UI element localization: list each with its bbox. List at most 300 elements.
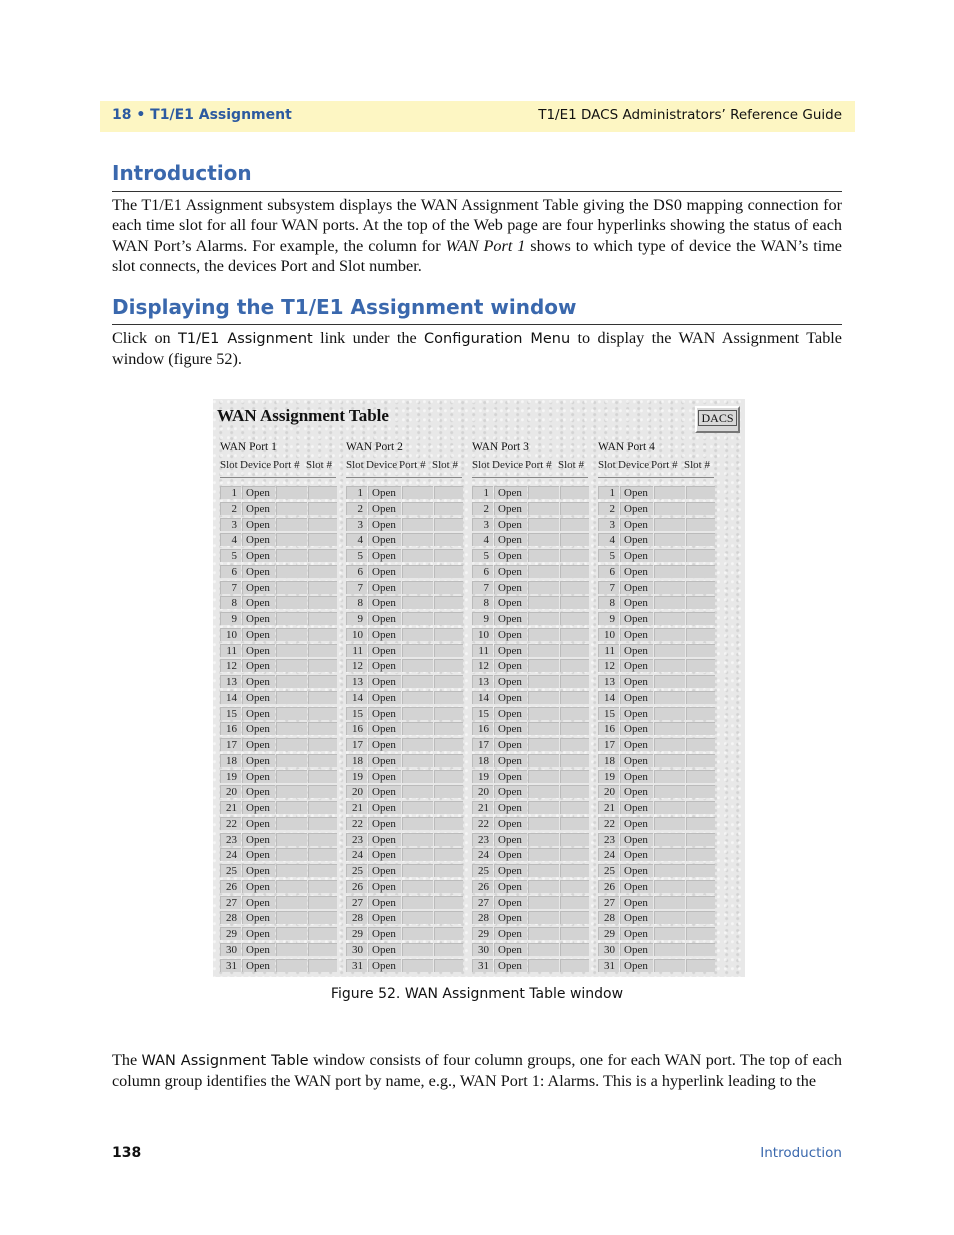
device-cell: Open bbox=[242, 596, 275, 609]
slot-number-cell: 7 bbox=[346, 581, 367, 594]
port-number-cell bbox=[528, 581, 559, 594]
port-number-cell bbox=[276, 911, 307, 924]
slot-number-cell: 10 bbox=[346, 628, 367, 641]
chapter-title: 18 • T1/E1 Assignment bbox=[112, 107, 292, 123]
slot-number-target-cell bbox=[686, 864, 715, 877]
port-number-cell bbox=[528, 833, 559, 846]
device-cell: Open bbox=[242, 848, 275, 861]
port-number-cell bbox=[528, 943, 559, 956]
port-number-cell bbox=[528, 596, 559, 609]
slot-number-target-cell bbox=[434, 927, 463, 940]
port-number-cell bbox=[654, 896, 685, 909]
port-number-cell bbox=[276, 533, 307, 546]
slot-number-cell: 30 bbox=[472, 943, 493, 956]
device-cell: Open bbox=[368, 738, 401, 751]
slot-number-target-cell bbox=[308, 754, 337, 767]
slot-number-target-cell bbox=[560, 738, 589, 751]
slot-number-target-cell bbox=[434, 565, 463, 578]
configuration-menu-link[interactable]: Configuration Menu bbox=[424, 331, 571, 347]
slot-number-target-cell bbox=[434, 486, 463, 499]
port-number-cell bbox=[654, 549, 685, 562]
port-number-cell bbox=[528, 801, 559, 814]
port-number-cell bbox=[276, 817, 307, 830]
device-cell: Open bbox=[494, 864, 527, 877]
slot-number-target-cell bbox=[686, 675, 715, 688]
slot-number-cell: 22 bbox=[472, 817, 493, 830]
slot-number-cell: 15 bbox=[472, 707, 493, 720]
slot-number-cell: 28 bbox=[598, 911, 619, 924]
slot-number-cell: 25 bbox=[598, 864, 619, 877]
slot-number-target-cell bbox=[308, 927, 337, 940]
header-rule bbox=[220, 477, 336, 478]
device-cell: Open bbox=[494, 533, 527, 546]
slot-number-cell: 23 bbox=[598, 833, 619, 846]
port-number-cell bbox=[654, 612, 685, 625]
slot-number-target-cell bbox=[434, 848, 463, 861]
port-number-cell bbox=[528, 911, 559, 924]
slot-number-cell: 14 bbox=[346, 691, 367, 704]
device-cell: Open bbox=[242, 770, 275, 783]
port-number-cell bbox=[654, 880, 685, 893]
port-number-cell bbox=[528, 675, 559, 688]
slot-number-target-cell bbox=[560, 770, 589, 783]
closing-paragraph bbox=[112, 1050, 842, 1092]
port-number-cell bbox=[528, 707, 559, 720]
slot-number-target-cell bbox=[434, 675, 463, 688]
slot-number-cell: 19 bbox=[472, 770, 493, 783]
port-number-cell bbox=[654, 722, 685, 735]
slot-number-target-cell bbox=[308, 565, 337, 578]
slot-number-cell: 1 bbox=[346, 486, 367, 499]
slot-number-cell: 21 bbox=[220, 801, 241, 814]
port-number-cell bbox=[402, 707, 433, 720]
device-cell: Open bbox=[368, 754, 401, 767]
slot-number-target-cell bbox=[308, 659, 337, 672]
slot-number-cell: 7 bbox=[220, 581, 241, 594]
wan-port-4-link[interactable]: WAN Port 4 bbox=[598, 441, 655, 453]
device-cell: Open bbox=[368, 896, 401, 909]
slot-number-target-cell bbox=[434, 911, 463, 924]
port-number-cell bbox=[654, 738, 685, 751]
port-number-cell bbox=[276, 707, 307, 720]
column-header: Port # bbox=[273, 459, 300, 471]
port-number-cell bbox=[654, 581, 685, 594]
device-cell: Open bbox=[494, 549, 527, 562]
device-cell: Open bbox=[620, 833, 653, 846]
device-cell: Open bbox=[494, 754, 527, 767]
slot-number-cell: 4 bbox=[472, 533, 493, 546]
displaying-text-1: Click on bbox=[112, 329, 179, 347]
intro-italic: WAN Port 1 bbox=[445, 236, 526, 255]
slot-number-target-cell bbox=[434, 943, 463, 956]
port-number-cell bbox=[276, 722, 307, 735]
port-number-cell bbox=[276, 864, 307, 877]
column-header: Port # bbox=[399, 459, 426, 471]
port-number-cell bbox=[654, 659, 685, 672]
slot-number-target-cell bbox=[686, 943, 715, 956]
port-number-cell bbox=[528, 518, 559, 531]
slot-number-target-cell bbox=[686, 754, 715, 767]
slot-number-cell: 29 bbox=[472, 927, 493, 940]
slot-number-target-cell bbox=[686, 565, 715, 578]
device-cell: Open bbox=[242, 549, 275, 562]
slot-number-target-cell bbox=[686, 612, 715, 625]
slot-number-cell: 12 bbox=[472, 659, 493, 672]
slot-number-target-cell bbox=[560, 659, 589, 672]
device-cell: Open bbox=[368, 596, 401, 609]
wan-port-1-link[interactable]: WAN Port 1 bbox=[220, 441, 277, 453]
slot-number-cell: 9 bbox=[220, 612, 241, 625]
displaying-text-2: link under the bbox=[312, 329, 425, 347]
slot-number-cell: 21 bbox=[346, 801, 367, 814]
port-number-cell bbox=[402, 848, 433, 861]
slot-number-cell: 16 bbox=[598, 722, 619, 735]
device-cell: Open bbox=[620, 612, 653, 625]
slot-number-cell: 8 bbox=[472, 596, 493, 609]
port-number-cell bbox=[402, 596, 433, 609]
slot-number-target-cell bbox=[434, 722, 463, 735]
device-cell: Open bbox=[368, 801, 401, 814]
slot-number-target-cell bbox=[308, 911, 337, 924]
slot-number-cell: 2 bbox=[220, 502, 241, 515]
port-number-cell bbox=[402, 943, 433, 956]
port-number-cell bbox=[528, 754, 559, 767]
slot-number-target-cell bbox=[434, 801, 463, 814]
wan-port-2-link[interactable]: WAN Port 2 bbox=[346, 441, 403, 453]
guide-title: T1/E1 DACS Administrators’ Reference Guide bbox=[538, 107, 842, 123]
slot-number-target-cell bbox=[686, 817, 715, 830]
device-cell: Open bbox=[620, 675, 653, 688]
slot-number-cell: 6 bbox=[220, 565, 241, 578]
slot-number-target-cell bbox=[686, 738, 715, 751]
slot-number-target-cell bbox=[308, 581, 337, 594]
device-cell: Open bbox=[368, 628, 401, 641]
device-cell: Open bbox=[620, 754, 653, 767]
slot-number-target-cell bbox=[560, 785, 589, 798]
device-cell: Open bbox=[368, 785, 401, 798]
port-number-cell bbox=[528, 864, 559, 877]
port-number-cell bbox=[528, 565, 559, 578]
device-cell: Open bbox=[242, 518, 275, 531]
slot-number-target-cell bbox=[434, 612, 463, 625]
port-number-cell bbox=[528, 533, 559, 546]
port-number-cell bbox=[276, 691, 307, 704]
port-number-cell bbox=[276, 833, 307, 846]
column-header: Device bbox=[240, 459, 272, 471]
device-cell: Open bbox=[368, 659, 401, 672]
slot-number-cell: 31 bbox=[598, 959, 619, 972]
slot-number-target-cell bbox=[560, 707, 589, 720]
slot-number-target-cell bbox=[560, 848, 589, 861]
slot-number-target-cell bbox=[560, 896, 589, 909]
slot-number-cell: 15 bbox=[220, 707, 241, 720]
device-cell: Open bbox=[494, 675, 527, 688]
slot-number-target-cell bbox=[434, 549, 463, 562]
port-number-cell bbox=[276, 644, 307, 657]
device-cell: Open bbox=[620, 959, 653, 972]
slot-number-cell: 13 bbox=[598, 675, 619, 688]
device-cell: Open bbox=[368, 502, 401, 515]
device-cell: Open bbox=[494, 927, 527, 940]
slot-number-cell: 25 bbox=[346, 864, 367, 877]
port-number-cell bbox=[528, 927, 559, 940]
intro-paragraph bbox=[112, 195, 842, 276]
slot-number-cell: 29 bbox=[220, 927, 241, 940]
wan-port-3-link[interactable]: WAN Port 3 bbox=[472, 441, 529, 453]
device-cell: Open bbox=[242, 533, 275, 546]
device-cell: Open bbox=[620, 817, 653, 830]
slot-number-target-cell bbox=[308, 817, 337, 830]
port-number-cell bbox=[402, 581, 433, 594]
slot-number-cell: 13 bbox=[220, 675, 241, 688]
port-number-cell bbox=[276, 486, 307, 499]
dacs-button[interactable] bbox=[695, 406, 740, 433]
slot-number-cell: 4 bbox=[346, 533, 367, 546]
device-cell: Open bbox=[494, 911, 527, 924]
port-number-cell bbox=[402, 549, 433, 562]
slot-number-cell: 15 bbox=[598, 707, 619, 720]
t1e1-assignment-link[interactable]: T1/E1 Assignment bbox=[178, 331, 313, 347]
slot-number-cell: 11 bbox=[598, 644, 619, 657]
slot-number-cell: 30 bbox=[220, 943, 241, 956]
slot-number-cell: 17 bbox=[598, 738, 619, 751]
slot-number-cell: 20 bbox=[220, 785, 241, 798]
slot-number-cell: 5 bbox=[472, 549, 493, 562]
device-cell: Open bbox=[620, 628, 653, 641]
device-cell: Open bbox=[620, 596, 653, 609]
slot-number-cell: 7 bbox=[472, 581, 493, 594]
slot-number-cell: 5 bbox=[598, 549, 619, 562]
port-number-cell bbox=[276, 596, 307, 609]
port-number-cell bbox=[528, 502, 559, 515]
slot-number-cell: 11 bbox=[472, 644, 493, 657]
slot-number-target-cell bbox=[308, 612, 337, 625]
slot-number-target-cell bbox=[560, 549, 589, 562]
slot-number-cell: 28 bbox=[220, 911, 241, 924]
slot-number-cell: 17 bbox=[346, 738, 367, 751]
slot-number-target-cell bbox=[434, 533, 463, 546]
device-cell: Open bbox=[494, 959, 527, 972]
slot-number-target-cell bbox=[686, 848, 715, 861]
port-number-cell bbox=[402, 880, 433, 893]
slot-number-cell: 30 bbox=[598, 943, 619, 956]
slot-number-target-cell bbox=[434, 659, 463, 672]
device-cell: Open bbox=[242, 896, 275, 909]
port-number-cell bbox=[654, 911, 685, 924]
device-cell: Open bbox=[368, 486, 401, 499]
slot-number-target-cell bbox=[686, 628, 715, 641]
device-cell: Open bbox=[494, 565, 527, 578]
port-number-cell bbox=[276, 565, 307, 578]
slot-number-target-cell bbox=[560, 911, 589, 924]
column-header: Slot # bbox=[684, 459, 710, 471]
slot-number-target-cell bbox=[686, 549, 715, 562]
port-number-cell bbox=[654, 502, 685, 515]
port-number-cell bbox=[654, 927, 685, 940]
device-cell: Open bbox=[620, 738, 653, 751]
device-cell: Open bbox=[242, 817, 275, 830]
device-cell: Open bbox=[494, 785, 527, 798]
slot-number-target-cell bbox=[560, 959, 589, 972]
slot-number-cell: 15 bbox=[346, 707, 367, 720]
slot-number-cell: 25 bbox=[220, 864, 241, 877]
slot-number-target-cell bbox=[560, 754, 589, 767]
device-cell: Open bbox=[368, 549, 401, 562]
slot-number-cell: 19 bbox=[598, 770, 619, 783]
port-number-cell bbox=[276, 581, 307, 594]
slot-number-cell: 23 bbox=[472, 833, 493, 846]
slot-number-cell: 1 bbox=[598, 486, 619, 499]
port-number-cell bbox=[276, 770, 307, 783]
slot-number-target-cell bbox=[686, 644, 715, 657]
port-number-cell bbox=[654, 801, 685, 814]
slot-number-target-cell bbox=[686, 911, 715, 924]
slot-number-cell: 14 bbox=[472, 691, 493, 704]
slot-number-target-cell bbox=[308, 486, 337, 499]
port-number-cell bbox=[402, 738, 433, 751]
port-number-cell bbox=[402, 770, 433, 783]
port-number-cell bbox=[402, 722, 433, 735]
port-number-cell bbox=[402, 612, 433, 625]
device-cell: Open bbox=[620, 533, 653, 546]
slot-number-target-cell bbox=[308, 785, 337, 798]
column-header: Device bbox=[366, 459, 398, 471]
device-cell: Open bbox=[242, 502, 275, 515]
device-cell: Open bbox=[494, 581, 527, 594]
device-cell: Open bbox=[620, 691, 653, 704]
device-cell: Open bbox=[368, 817, 401, 830]
port-number-cell bbox=[276, 896, 307, 909]
slot-number-cell: 2 bbox=[472, 502, 493, 515]
port-number-cell bbox=[276, 754, 307, 767]
device-cell: Open bbox=[494, 628, 527, 641]
slot-number-target-cell bbox=[560, 644, 589, 657]
slot-number-target-cell bbox=[686, 707, 715, 720]
device-cell: Open bbox=[620, 644, 653, 657]
slot-number-target-cell bbox=[308, 943, 337, 956]
port-number-cell bbox=[276, 628, 307, 641]
header-rule bbox=[472, 477, 588, 478]
slot-number-cell: 8 bbox=[220, 596, 241, 609]
slot-number-cell: 1 bbox=[472, 486, 493, 499]
slot-number-target-cell bbox=[560, 612, 589, 625]
slot-number-cell: 20 bbox=[598, 785, 619, 798]
port-number-cell bbox=[654, 833, 685, 846]
slot-number-cell: 10 bbox=[220, 628, 241, 641]
slot-number-cell: 26 bbox=[472, 880, 493, 893]
device-cell: Open bbox=[242, 628, 275, 641]
port-number-cell bbox=[528, 817, 559, 830]
slot-number-target-cell bbox=[434, 770, 463, 783]
port-number-cell bbox=[528, 659, 559, 672]
slot-number-target-cell bbox=[560, 833, 589, 846]
figure-title: WAN Assignment Table bbox=[217, 406, 389, 425]
slot-number-cell: 18 bbox=[220, 754, 241, 767]
device-cell: Open bbox=[242, 659, 275, 672]
port-number-cell bbox=[654, 754, 685, 767]
slot-number-cell: 3 bbox=[220, 518, 241, 531]
slot-number-target-cell bbox=[434, 628, 463, 641]
slot-number-cell: 6 bbox=[346, 565, 367, 578]
slot-number-cell: 20 bbox=[472, 785, 493, 798]
slot-number-cell: 22 bbox=[346, 817, 367, 830]
slot-number-target-cell bbox=[308, 691, 337, 704]
slot-number-target-cell bbox=[560, 722, 589, 735]
device-cell: Open bbox=[242, 959, 275, 972]
port-number-cell bbox=[528, 612, 559, 625]
device-cell: Open bbox=[620, 943, 653, 956]
port-number-cell bbox=[654, 628, 685, 641]
device-cell: Open bbox=[368, 943, 401, 956]
port-number-cell bbox=[654, 518, 685, 531]
slot-number-target-cell bbox=[308, 722, 337, 735]
column-header: Slot # bbox=[306, 459, 332, 471]
device-cell: Open bbox=[494, 644, 527, 657]
slot-number-cell: 3 bbox=[346, 518, 367, 531]
port-number-cell bbox=[276, 612, 307, 625]
section-heading-introduction: Introduction bbox=[112, 161, 252, 185]
slot-number-cell: 27 bbox=[220, 896, 241, 909]
device-cell: Open bbox=[494, 596, 527, 609]
slot-number-target-cell bbox=[686, 502, 715, 515]
heading-rule bbox=[112, 324, 842, 325]
device-cell: Open bbox=[494, 770, 527, 783]
slot-number-cell: 10 bbox=[598, 628, 619, 641]
device-cell: Open bbox=[620, 880, 653, 893]
device-cell: Open bbox=[242, 927, 275, 940]
figure-caption: Figure 52. WAN Assignment Table window bbox=[330, 986, 624, 1002]
slot-number-target-cell bbox=[308, 502, 337, 515]
port-number-cell bbox=[402, 896, 433, 909]
slot-number-target-cell bbox=[308, 596, 337, 609]
port-number-cell bbox=[654, 691, 685, 704]
port-number-cell bbox=[654, 959, 685, 972]
slot-number-target-cell bbox=[308, 707, 337, 720]
slot-number-target-cell bbox=[308, 770, 337, 783]
port-number-cell bbox=[276, 502, 307, 515]
slot-number-target-cell bbox=[560, 581, 589, 594]
column-header: Slot # bbox=[432, 459, 458, 471]
heading-rule bbox=[112, 191, 842, 192]
port-number-cell bbox=[276, 785, 307, 798]
slot-number-target-cell bbox=[686, 581, 715, 594]
port-number-cell bbox=[528, 549, 559, 562]
slot-number-cell: 31 bbox=[346, 959, 367, 972]
port-number-cell bbox=[528, 486, 559, 499]
device-cell: Open bbox=[620, 565, 653, 578]
device-cell: Open bbox=[620, 518, 653, 531]
port-number-cell bbox=[528, 691, 559, 704]
device-cell: Open bbox=[620, 581, 653, 594]
device-cell: Open bbox=[242, 785, 275, 798]
slot-number-target-cell bbox=[560, 518, 589, 531]
slot-number-cell: 16 bbox=[472, 722, 493, 735]
slot-number-target-cell bbox=[434, 502, 463, 515]
device-cell: Open bbox=[242, 612, 275, 625]
device-cell: Open bbox=[242, 943, 275, 956]
device-cell: Open bbox=[620, 801, 653, 814]
slot-number-cell: 19 bbox=[220, 770, 241, 783]
port-number-cell bbox=[402, 486, 433, 499]
port-number-cell bbox=[654, 785, 685, 798]
displaying-paragraph bbox=[112, 328, 842, 370]
slot-number-cell: 1 bbox=[220, 486, 241, 499]
slot-number-cell: 22 bbox=[220, 817, 241, 830]
slot-number-cell: 12 bbox=[220, 659, 241, 672]
device-cell: Open bbox=[620, 927, 653, 940]
slot-number-target-cell bbox=[560, 565, 589, 578]
slot-number-target-cell bbox=[686, 959, 715, 972]
